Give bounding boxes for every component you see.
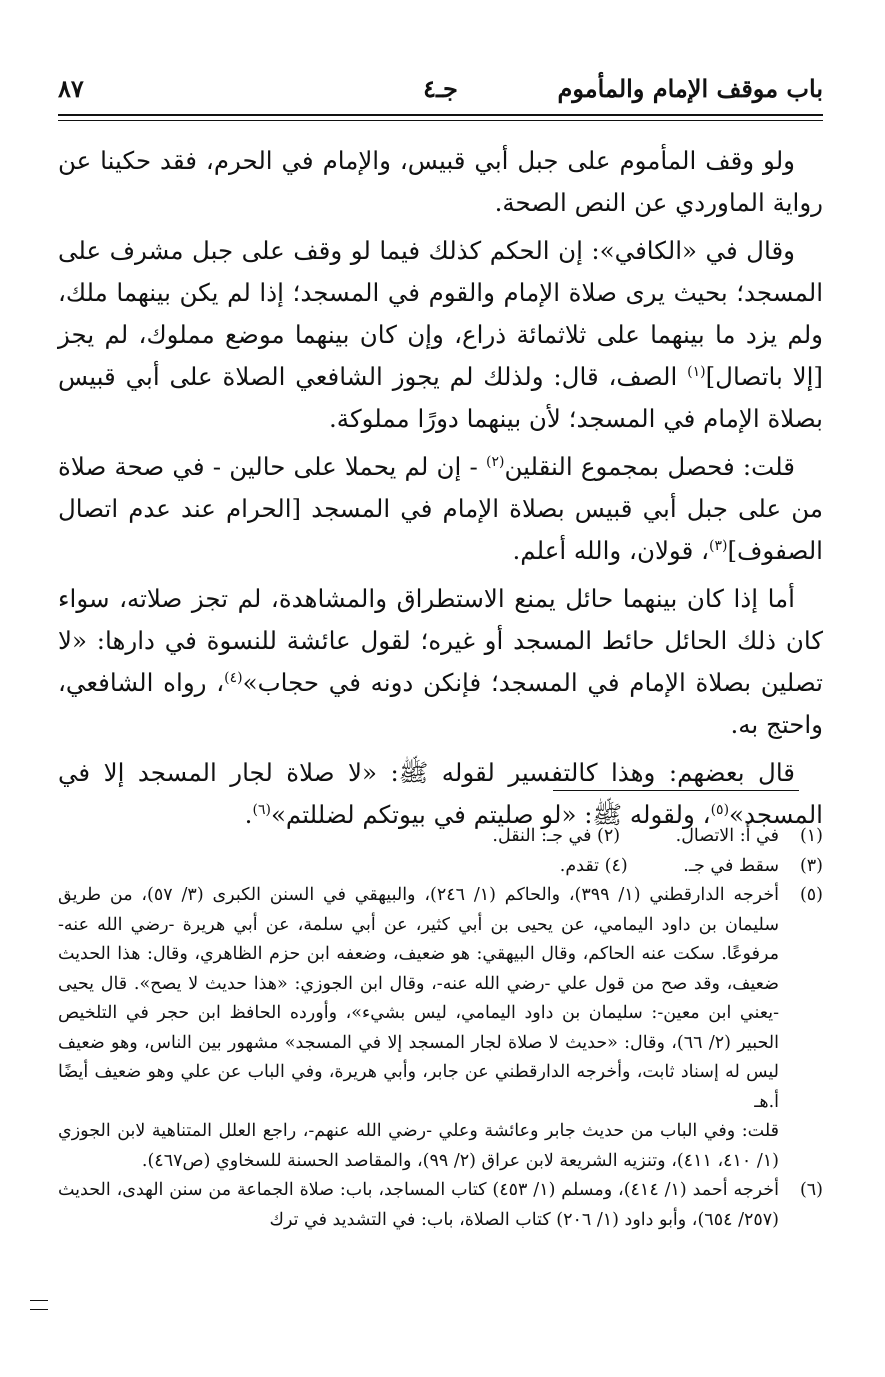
paragraph-4-text-b: ، رواه الشافعي، واحتج به. [58, 668, 823, 739]
footnote-ref-4: (٤) [224, 669, 243, 686]
footnote-row [58, 852, 823, 882]
footnote-ref-1: (١) [687, 363, 706, 380]
footnote-number: (٦) [799, 1180, 823, 1200]
footnote-body [58, 881, 779, 1176]
footnote-4-text: تقدم. [559, 855, 600, 876]
footnote-row [58, 822, 823, 852]
footnote-ref-5: (٥) [710, 801, 730, 818]
paragraph-4 [58, 578, 823, 746]
paragraph-2 [58, 230, 823, 440]
running-header [58, 74, 823, 110]
paragraph-5-text-c: . [244, 800, 253, 829]
footnote-5-text-continued: قلت: وفي الباب من حديث جابر وعائشة وعلي -رضي الله عنهم-، راجع العلل المتناهية لابن الجوزي (١/ ٤١٠، ٤١١)، وتنزيه الشريعة لابن عراق (٢/ ٩٩)، والمقاصد الحسنة للسخاوي (ص٤٦٧). [58, 1121, 779, 1171]
header-rule [58, 114, 823, 121]
paragraph-1 [58, 140, 823, 224]
paragraph-3-text-c: ، قولان، والله أعلم. [512, 536, 709, 565]
paragraph-3-text-a: قلت: فحصل بمجموع النقلين [504, 452, 795, 481]
footnote-2-number: (٢) [597, 826, 621, 846]
footnote-4-number: (٤) [604, 855, 628, 876]
volume-label: جـ٤ [423, 74, 458, 103]
footnote-ref-6: (٦) [252, 801, 271, 818]
footnote-1-text: في أ: الاتصال. [675, 826, 779, 846]
footnote-6-text: أخرجه أحمد (١/ ٤١٤)، ومسلم (١/ ٤٥٣) كتاب المساجد، باب: صلاة الجماعة من سنن الهدى، الحديث (٢٥٧/ ٦٥٤)، وأبو داود (١/ ٢٠٦) كتاب الصلاة، باب: في التشديد في ترك [58, 1180, 779, 1230]
footnote-ref-3: (٣) [709, 537, 728, 554]
footnote-2-text: في جـ: النقل. [492, 826, 592, 846]
paragraph-2-text-b: الصف، قال: ولذلك لم يجوز الشافعي الصلاة على أبي قبيس بصلاة الإمام في المسجد؛ لأن بينهما دورًا مملوكة. [58, 362, 823, 433]
paragraph-4-text-a: أما إذا كان بينهما حائل يمنع الاستطراق والمشاهدة، لم تجز صلاته، سواء كان ذلك الحائل حائط المسجد أو غيره؛ لقول عائشة للنسوة في دارها: «لا تصلين بصلاة الإمام في المسجد؛ فإنكن دونه في حجاب» [58, 584, 823, 697]
paragraph-3-text-b: - إن لم يحملا على حالين - في صحة صلاة من على جبل أبي قبيس بصلاة الإمام في المسجد [الحرام عند عدم اتصال الصفوف] [58, 452, 823, 565]
footnotes [58, 822, 823, 1235]
footnote-number: (٥) [799, 885, 823, 905]
paragraph-2-text-a: وقال في «الكافي»: إن الحكم كذلك فيما لو وقف على جبل مشرف على المسجد؛ بحيث يرى صلاة الإمام والقوم في المسجد؛ إذا لم يكن بينهما ملك، ولم يزد ما بينهما على ثلاثمائة ذراع، وإن كان بينهما موضع مملوك، لم يجز [إلا باتصال] [58, 236, 823, 391]
footnote-body [58, 852, 779, 882]
main-text [58, 140, 823, 842]
chapter-title: باب موقف الإمام والمأموم [557, 74, 823, 103]
footnote-row [58, 1176, 823, 1235]
paragraph-5-text-a: قال بعضهم: وهذا كالتفسير لقوله ﷺ: «لا صلاة لجار المسجد إلا في المسجد» [58, 758, 823, 829]
paragraph-5-text-b: ، ولقوله ﷺ: «لو صليتم في بيوتكم لضللتم» [270, 800, 711, 829]
footnote-number: (١) [799, 826, 823, 846]
footnote-row [58, 881, 823, 1176]
footnote-ref-2: (٢) [486, 453, 505, 470]
footnote-3-text: سقط في جـ. [683, 855, 779, 876]
paragraph-1-text: ولو وقف المأموم على جبل أبي قبيس، والإمام في الحرم، فقد حكينا عن رواية الماوردي عن النص الصحة. [58, 146, 823, 217]
footnote-5-text: أخرجه الدارقطني (١/ ٣٩٩)، والحاكم (١/ ٢٤٦)، والبيهقي في السنن الكبرى (٣/ ٥٧)، من طريق سليمان بن داود اليمامي، عن يحيى بن أبي كثير، عن أبي سلمة، عن أبي هريرة -رضي الله عنه-مرفوعًا. سكت عنه الحاكم، وقال البيهقي: هو ضعيف، وضعفه ابن حزم الظاهري، وقال: هذا الحديث ضعيف، وقد صح من قول علي -رضي الله عنه-، وقال ابن الجوزي: «هذا حديث لا يصح». قال يحيى -يعني ابن معين-: سليمان بن داود اليمامي، ليس بشيء»، وأورده الحافظ ابن حجر في التلخيص الحبير (٢/ ٦٦)، وقال: «حديث لا صلاة لجار المسجد إلا في المسجد» مشهور بين الناس، وهو ضعيف ليس له إسناد ثابت، وأخرجه الدارقطني عن جابر، وأبي هريرة، وفي الباب عن علي وهو ضعيف أيضًا أ.هـ [58, 885, 779, 1112]
page-number: ٨٧ [58, 74, 84, 103]
footnote-separator [553, 790, 799, 791]
footnote-body [58, 822, 779, 852]
paragraph-3 [58, 446, 823, 572]
footnote-number: (٣) [799, 855, 823, 876]
continuation-mark [30, 1300, 48, 1310]
